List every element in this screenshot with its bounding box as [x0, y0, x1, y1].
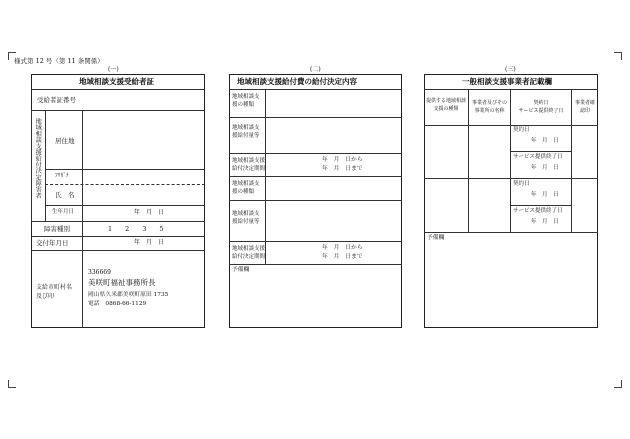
office-name: 美咲町福祉事務所長	[88, 278, 156, 287]
disability-label: 障害種別	[44, 225, 70, 233]
period-from-1: 年 月 日から	[322, 157, 363, 163]
card2-number: (二)	[310, 66, 321, 73]
dob-value: 年 月 日	[134, 209, 165, 216]
office-address: 岡山県久米郡美咲町原田 1735	[88, 292, 169, 298]
card2-frame	[229, 74, 402, 328]
end-date-2: 年 月 日	[531, 219, 559, 225]
period-label-2: 地域相談支援給付決定期間	[232, 246, 266, 261]
postal-code: 336669	[88, 269, 111, 276]
furigana-label: ﾌﾘｶﾞﾅ	[55, 173, 69, 179]
amount-label-2: 地域相談支援給付量等	[232, 211, 260, 226]
crop-mark-top-right	[614, 52, 622, 60]
end-label-1: サービス提供終了日	[513, 154, 563, 160]
card3-title: 一般相談支援事業者記載欄	[462, 77, 552, 86]
crop-mark-bottom-right	[614, 380, 622, 388]
issue-label: 交付年月日	[36, 239, 69, 247]
card2-title: 地域相談支援給付費の給付決定内容	[237, 77, 357, 86]
municipality-label: 支給市町村名 及び印	[36, 284, 73, 300]
card1-side-label: 地域相談支援給付決定障害者	[34, 118, 42, 199]
name-label: 氏 名	[55, 191, 75, 199]
crop-mark-bottom-left	[8, 380, 16, 388]
col-service-type: 提供する地域相談支援の種類	[426, 98, 467, 112]
card1-title: 地域相談支援受給者証	[79, 77, 154, 86]
card3-number: (三)	[505, 66, 516, 73]
contract-label-2: 契約日	[513, 181, 530, 187]
issue-value: 年 月 日	[134, 239, 165, 246]
end-date-1: 年 月 日	[531, 165, 559, 171]
period-label-1: 地域相談支援給付決定期間	[232, 158, 266, 173]
dob-label: 生年月日	[52, 209, 75, 215]
col-contract-dates: 契約日 サービス提供終了日	[518, 100, 564, 114]
amount-label-1: 地域相談支援給付量等	[232, 125, 260, 140]
col-provider-name: 事業者及びその事業所の名称	[471, 100, 507, 114]
type-label-2: 地域相談支援の種類	[232, 181, 260, 196]
contract-label-1: 契約日	[513, 127, 530, 133]
address-label: 居住地	[55, 137, 75, 145]
card1-number: (一)	[108, 66, 119, 73]
period-from-2: 年 月 日から	[322, 245, 363, 251]
period-to-2: 年 月 日まで	[322, 254, 363, 260]
recipient-no-label: 受給者証番号	[37, 96, 76, 104]
form-label: 様式第 12 号（第 11 条関係）	[14, 57, 104, 65]
contract-date-1: 年 月 日	[531, 138, 559, 144]
card3-remarks-label: 予備欄	[427, 235, 445, 241]
type-label-1: 地域相談支援の種類	[232, 94, 260, 109]
end-label-2: サービス提供終了日	[513, 208, 563, 214]
contract-date-2: 年 月 日	[531, 192, 559, 198]
disability-value: 1 2 3 5	[108, 225, 164, 233]
period-to-1: 年 月 日まで	[322, 166, 363, 172]
col-confirm-seal: 事業者確認印	[574, 100, 595, 114]
office-phone: 電話 0868-66-1129	[88, 301, 147, 307]
card2-remarks-label: 予備欄	[232, 267, 250, 273]
